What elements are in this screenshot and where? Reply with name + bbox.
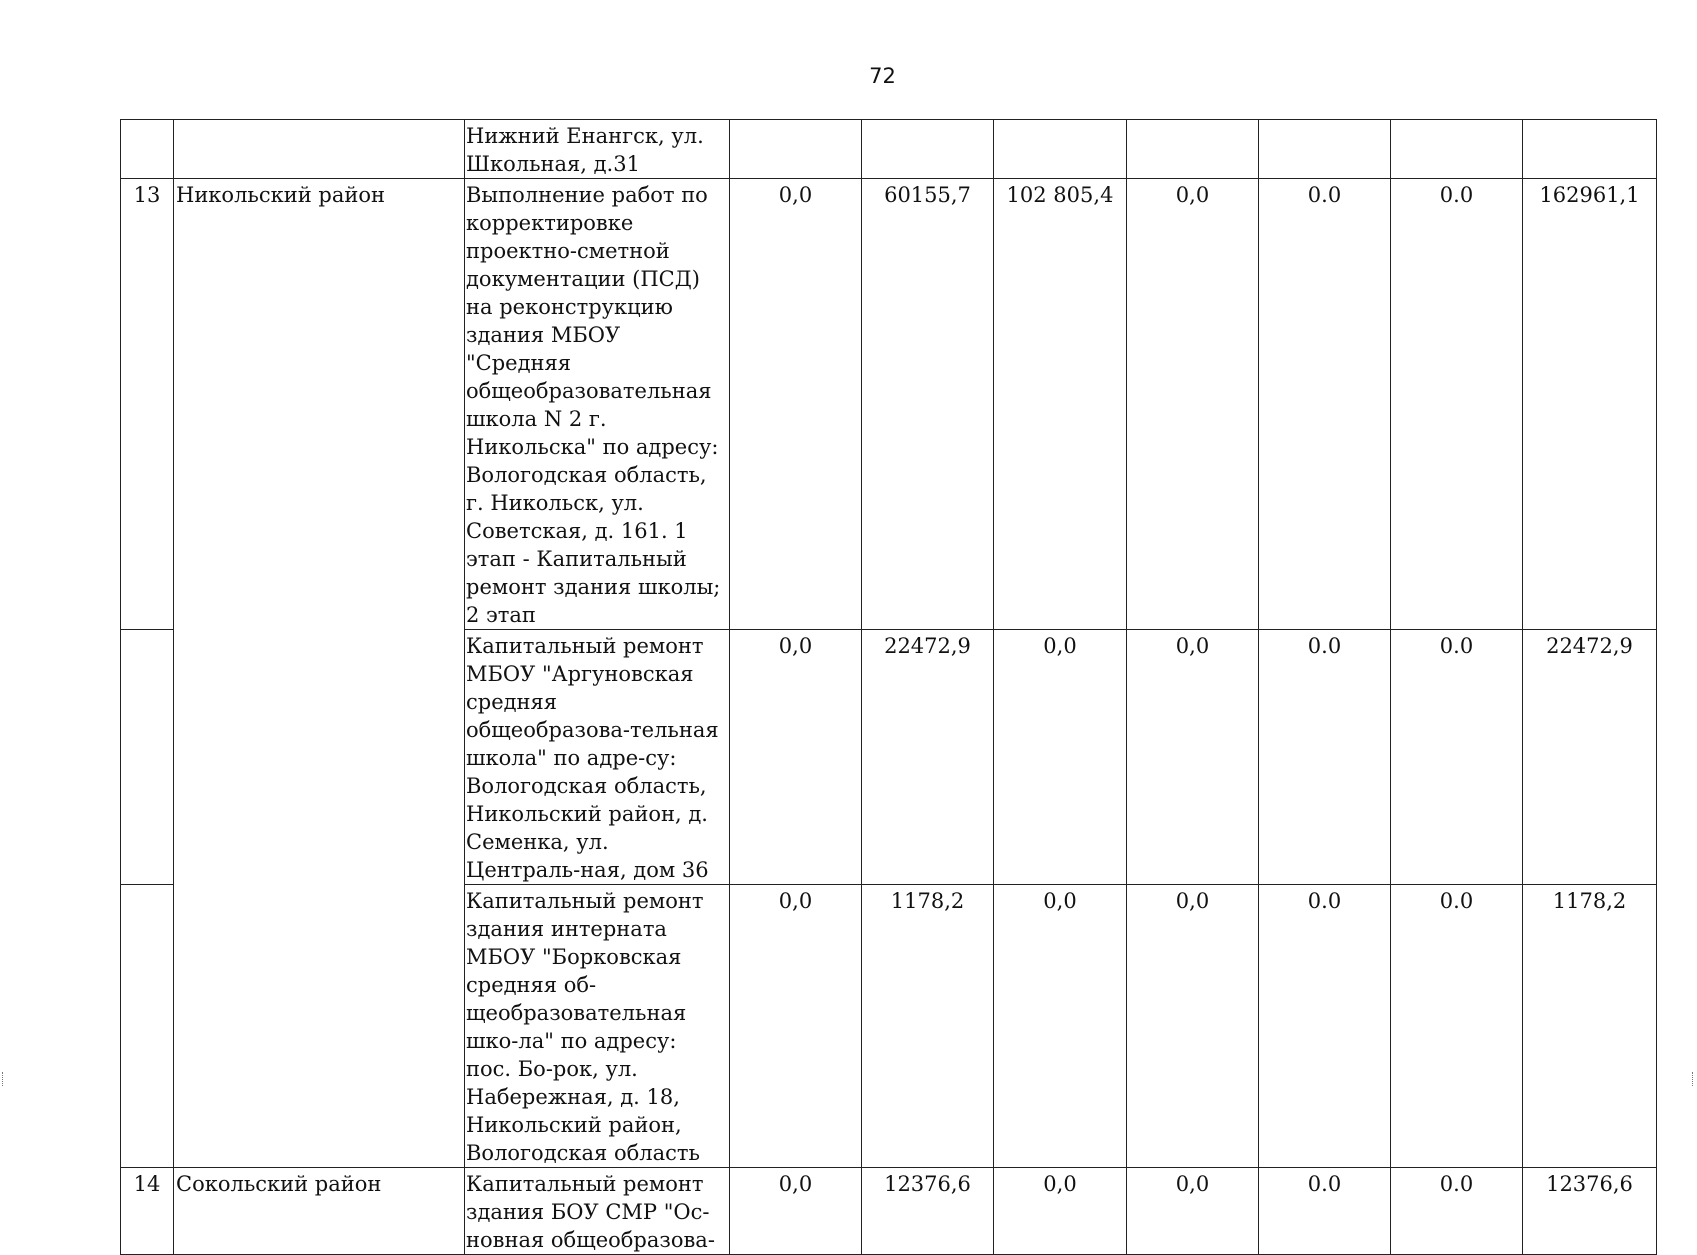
value-cell: 1178,2 [1523,885,1657,1168]
work-description: Капитальный ремонт здания интерната МБОУ "Борковская средняя об-щеобразовательная шко-ла" по адресу: пос. Бо-рок, ул. Набережная, д. 18, Никольский район, Вологодская область [465,885,730,1168]
value-cell: 0,0 [1127,1168,1259,1255]
page-number: 72 [869,64,896,88]
value-cell: 0,0 [994,885,1127,1168]
scan-margin-mark-right [1692,1072,1695,1086]
value-cell [1523,120,1657,179]
value-cell: 0,0 [1127,630,1259,885]
value-cell: 0.0 [1259,1168,1391,1255]
budget-table [120,119,1657,1255]
district-name: Никольский район [174,179,465,1168]
value-cell: 12376,6 [862,1168,994,1255]
work-description: Капитальный ремонт здания БОУ СМР "Ос-новная общеобразова- [465,1168,730,1255]
value-cell: 162961,1 [1523,179,1657,630]
row-index: 13 [121,179,174,630]
table-row [121,179,1657,630]
value-cell: 0.0 [1259,179,1391,630]
value-cell [1391,120,1523,179]
value-cell: 0.0 [1391,885,1523,1168]
work-description: Нижний Енангск, ул. Школьная, д.31 [465,120,730,179]
value-cell [862,120,994,179]
value-cell: 22472,9 [862,630,994,885]
value-cell: 60155,7 [862,179,994,630]
value-cell: 0.0 [1391,179,1523,630]
value-cell: 0,0 [994,1168,1127,1255]
value-cell: 12376,6 [1523,1168,1657,1255]
value-cell: 102 805,4 [994,179,1127,630]
table-row [121,1168,1657,1255]
row-index: 14 [121,1168,174,1255]
row-index [121,630,174,885]
value-cell: 0.0 [1259,630,1391,885]
value-cell: 0.0 [1391,630,1523,885]
value-cell: 0,0 [1127,179,1259,630]
value-cell [1259,120,1391,179]
value-cell: 0,0 [994,630,1127,885]
value-cell: 0.0 [1391,1168,1523,1255]
value-cell: 0,0 [730,1168,862,1255]
value-cell: 1178,2 [862,885,994,1168]
district-name [174,120,465,179]
value-cell: 0,0 [1127,885,1259,1168]
value-cell: 0,0 [730,630,862,885]
district-name: Сокольский район [174,1168,465,1255]
value-cell [994,120,1127,179]
value-cell: 22472,9 [1523,630,1657,885]
row-index [121,885,174,1168]
work-description: Капитальный ремонт МБОУ "Аргуновская средняя общеобразова-тельная школа" по адре-су: Вологодская область, Никольский район, д. Семенка, ул. Централь-ная, дом 36 [465,630,730,885]
table-row [121,120,1657,179]
value-cell: 0,0 [730,885,862,1168]
value-cell: 0,0 [730,179,862,630]
value-cell [730,120,862,179]
value-cell: 0.0 [1259,885,1391,1168]
scan-margin-mark-left [2,1072,5,1086]
row-index [121,120,174,179]
value-cell [1127,120,1259,179]
work-description: Выполнение работ по корректировке проектно-сметной документации (ПСД) на реконструкцию здания МБОУ "Средняя общеобразовательная школа N 2 г. Никольска" по адресу: Вологодская область, г. Никольск, ул. Советская, д. 161. 1 этап - Капитальный ремонт здания школы; 2 этап [465,179,730,630]
